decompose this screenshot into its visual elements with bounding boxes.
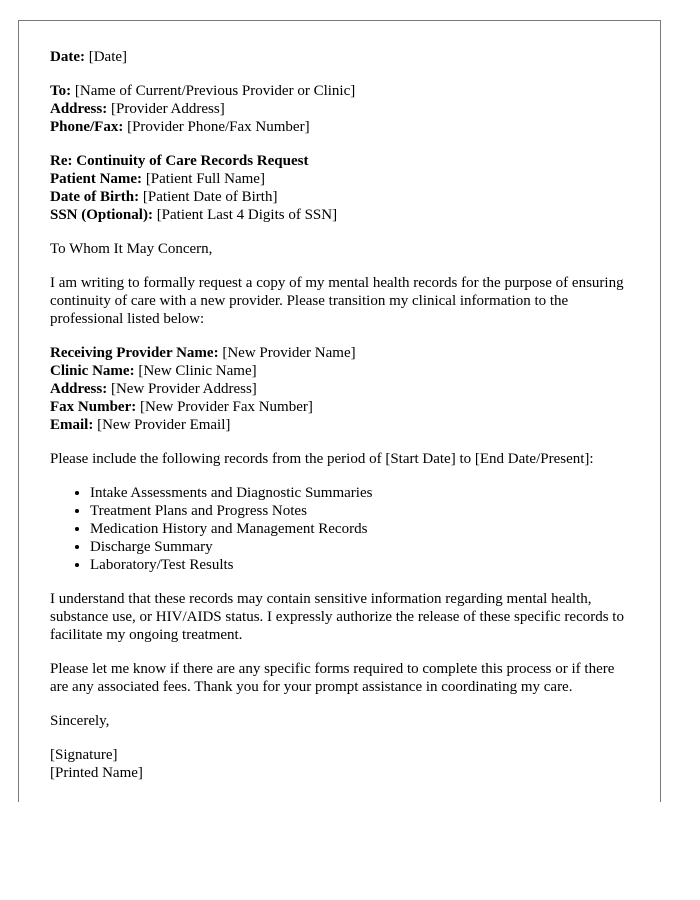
closing-salutation: Sincerely, [50, 713, 110, 729]
receiving-clinic-value: [New Clinic Name] [138, 363, 257, 379]
to-value: [Name of Current/Previous Provider or Clinic] [74, 83, 356, 99]
recipient-block [50, 82, 630, 136]
address-label: Address: [50, 101, 108, 117]
date-label: Date: [50, 49, 85, 65]
dob-value: [Patient Date of Birth] [142, 189, 278, 205]
phone-value: [Provider Phone/Fax Number] [127, 119, 310, 135]
list-item: • Treatment Plans and Progress Notes [90, 502, 630, 520]
closing-request-paragraph: Please let me know if there are any specific forms required to complete this process or if there are any associated fees. Thank you for your prompt assistance in coordinating my care. [50, 661, 615, 695]
receiving-provider-value: [New Provider Name] [222, 345, 356, 361]
subject-block [50, 152, 630, 224]
records-list [50, 484, 630, 574]
signature-placeholder: [Signature] [50, 747, 118, 763]
receiving-email-line [50, 416, 630, 434]
phone-label: Phone/Fax: [50, 119, 124, 135]
recipient-address-line [50, 100, 630, 118]
receiving-address-value: [New Provider Address] [110, 381, 257, 397]
dob-label: Date of Birth: [50, 189, 140, 205]
receiving-clinic-label: Clinic Name: [50, 363, 135, 379]
subject-re-line: Re: Continuity of Care Records Request [50, 153, 309, 169]
patient-name-line [50, 170, 630, 188]
receiving-address-line [50, 380, 630, 398]
ssn-label: SSN (Optional): [50, 207, 153, 223]
date-line [50, 48, 630, 66]
address-value: [Provider Address] [110, 101, 225, 117]
receiving-address-label: Address: [50, 381, 108, 397]
signature-block [50, 746, 630, 782]
patient-name-value: [Patient Full Name] [145, 171, 265, 187]
list-item: • Discharge Summary [90, 538, 630, 556]
receiving-fax-line [50, 398, 630, 416]
ssn-line [50, 206, 630, 224]
salutation: To Whom It May Concern, [50, 241, 213, 257]
receiving-clinic-line [50, 362, 630, 380]
list-item: • Laboratory/Test Results [90, 556, 630, 574]
patient-name-label: Patient Name: [50, 171, 143, 187]
receiving-fax-label: Fax Number: [50, 399, 137, 415]
date-value: [Date] [88, 49, 128, 65]
list-item: • Intake Assessments and Diagnostic Summaries [90, 484, 630, 502]
recipient-to-line [50, 82, 630, 100]
intro-paragraph: I am writing to formally request a copy of my mental health records for the purpose of ensuring continuity of care with a new provider. Please transition my clinical information to the professional listed below: [50, 275, 624, 327]
ssn-value: [Patient Last 4 Digits of SSN] [156, 207, 338, 223]
list-item: • Medication History and Management Records [90, 520, 630, 538]
printed-name-placeholder: [Printed Name] [50, 765, 143, 781]
receiving-provider-label: Receiving Provider Name: [50, 345, 219, 361]
receiving-provider-block [50, 344, 630, 434]
receiving-email-value: [New Provider Email] [97, 417, 231, 433]
letter-page [18, 20, 661, 802]
to-label: To: [50, 83, 72, 99]
date-block [50, 48, 630, 66]
recipient-phone-line [50, 118, 630, 136]
receiving-provider-line [50, 344, 630, 362]
receiving-fax-value: [New Provider Fax Number] [140, 399, 313, 415]
authorization-paragraph: I understand that these records may contain sensitive information regarding mental health, substance use, or HIV/AIDS status. I expressly authorize the release of these specific records to facilitate my ongoing treatment. [50, 591, 624, 643]
receiving-email-label: Email: [50, 417, 94, 433]
records-intro-paragraph: Please include the following records from the period of [Start Date] to [End Date/Present]: [50, 451, 594, 467]
dob-line [50, 188, 630, 206]
